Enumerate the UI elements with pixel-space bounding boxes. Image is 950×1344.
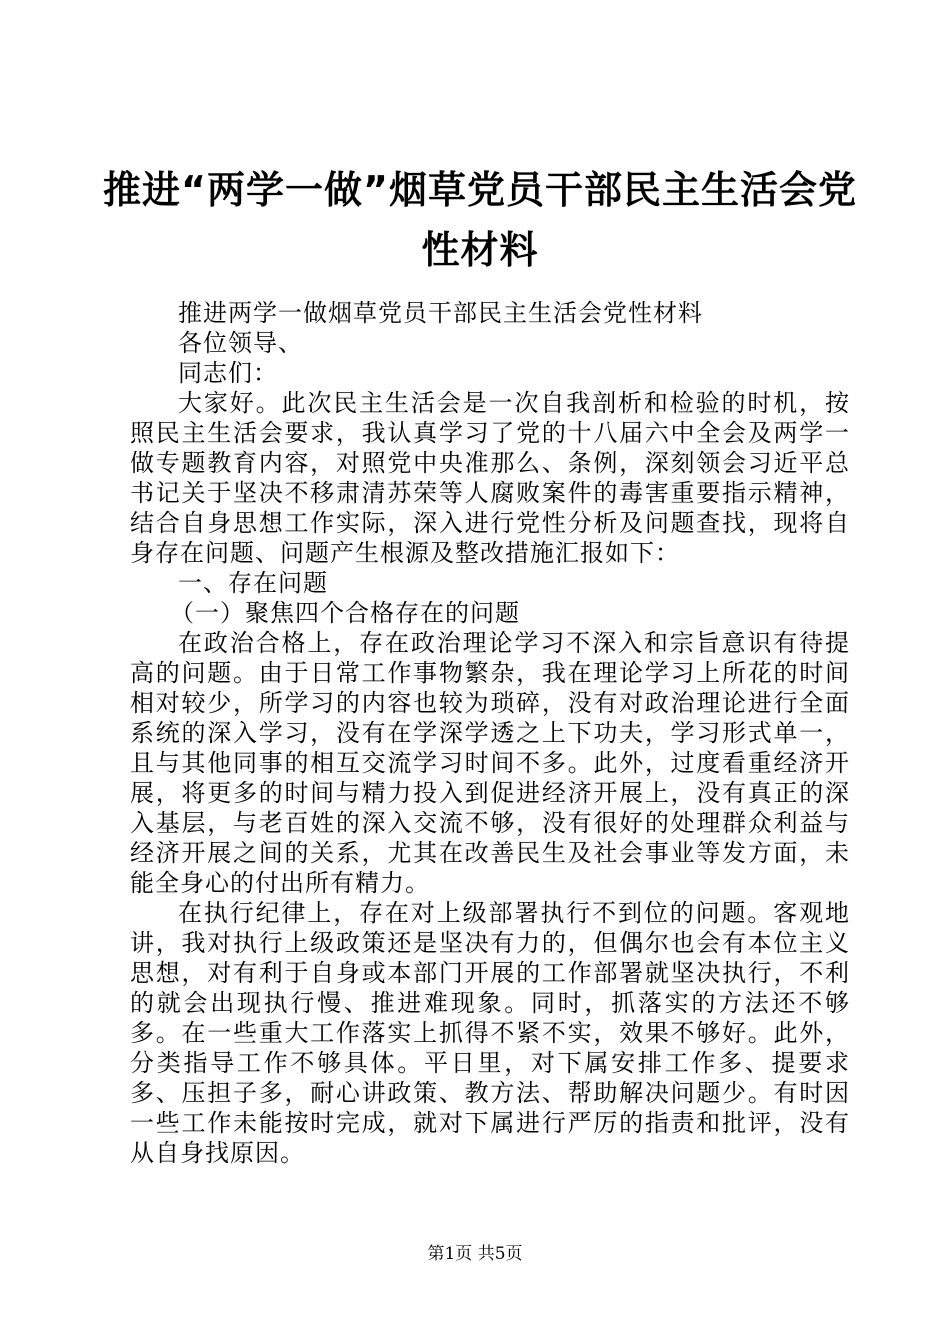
salutation-leaders: 各位领导、	[178, 329, 303, 357]
intro-paragraph: 大家好。此次民主生活会是一次自我剖析和检验的时机，按照民主生活会要求，我认真学习了党的十八届六中全会及两学一做专题教育内容，对照党中央准那么、条例，深刻领会习近平总书记关于坚决不移肃清苏荣等人腐败案件的毒害重要指示精神，结合自身思想工作实际，深入进行党性分析及问题查找，现将自身存在问题、问题产生根源及整改措施汇报如下：	[130, 389, 850, 567]
subtitle-line: 推进两学一做烟草党员干部民主生活会党性材料	[178, 299, 703, 327]
page-number-footer: 第1页 共5页	[427, 1244, 523, 1264]
political-paragraph: 在政治合格上，存在政治理论学习不深入和宗旨意识有待提高的问题。由于日常工作事物繁杂，我在理论学习上所花的时间相对较少，所学习的内容也较为琐碎，没有对政治理论进行全面系统的深入学习，没有在学深学透之上下功夫，学习形式单一，且与其他同事的相互交流学习时间不多。此外，过度看重经济开展，将更多的时间与精力投入到促进经济开展上，没有真正的深入基层，与老百姓的深入交流不够，没有很好的处理群众利益与经济开展之间的关系，尤其在改善民生及社会事业等发方面，未能全身心的付出所有精力。	[130, 629, 850, 897]
section-heading: 一、存在问题	[178, 569, 328, 597]
document-body	[130, 298, 850, 1168]
salutation-comrades: 同志们：	[178, 359, 278, 387]
discipline-paragraph: 在执行纪律上，存在对上级部署执行不到位的问题。客观地讲，我对执行上级政策还是坚决有力的，但偶尔也会有本位主义思想，对有利于自身或本部门开展的工作部署就坚决执行，不利的就会出现执行慢、推进难现象。同时，抓落实的方法还不够多。在一些重大工作落实上抓得不紧不实，效果不够好。此外，分类指导工作不够具体。平日里，对下属安排工作多、提要求多、压担子多，耐心讲政策、教方法、帮助解决问题少。有时因一些工作未能按时完成，就对下属进行严厉的指责和批评，没有从自身找原因。	[130, 899, 850, 1167]
document-title: 推进“两学一做”烟草党员干部民主生活会党性材料	[103, 168, 857, 272]
subsection-heading: （一）聚焦四个合格存在的问题	[170, 599, 520, 627]
